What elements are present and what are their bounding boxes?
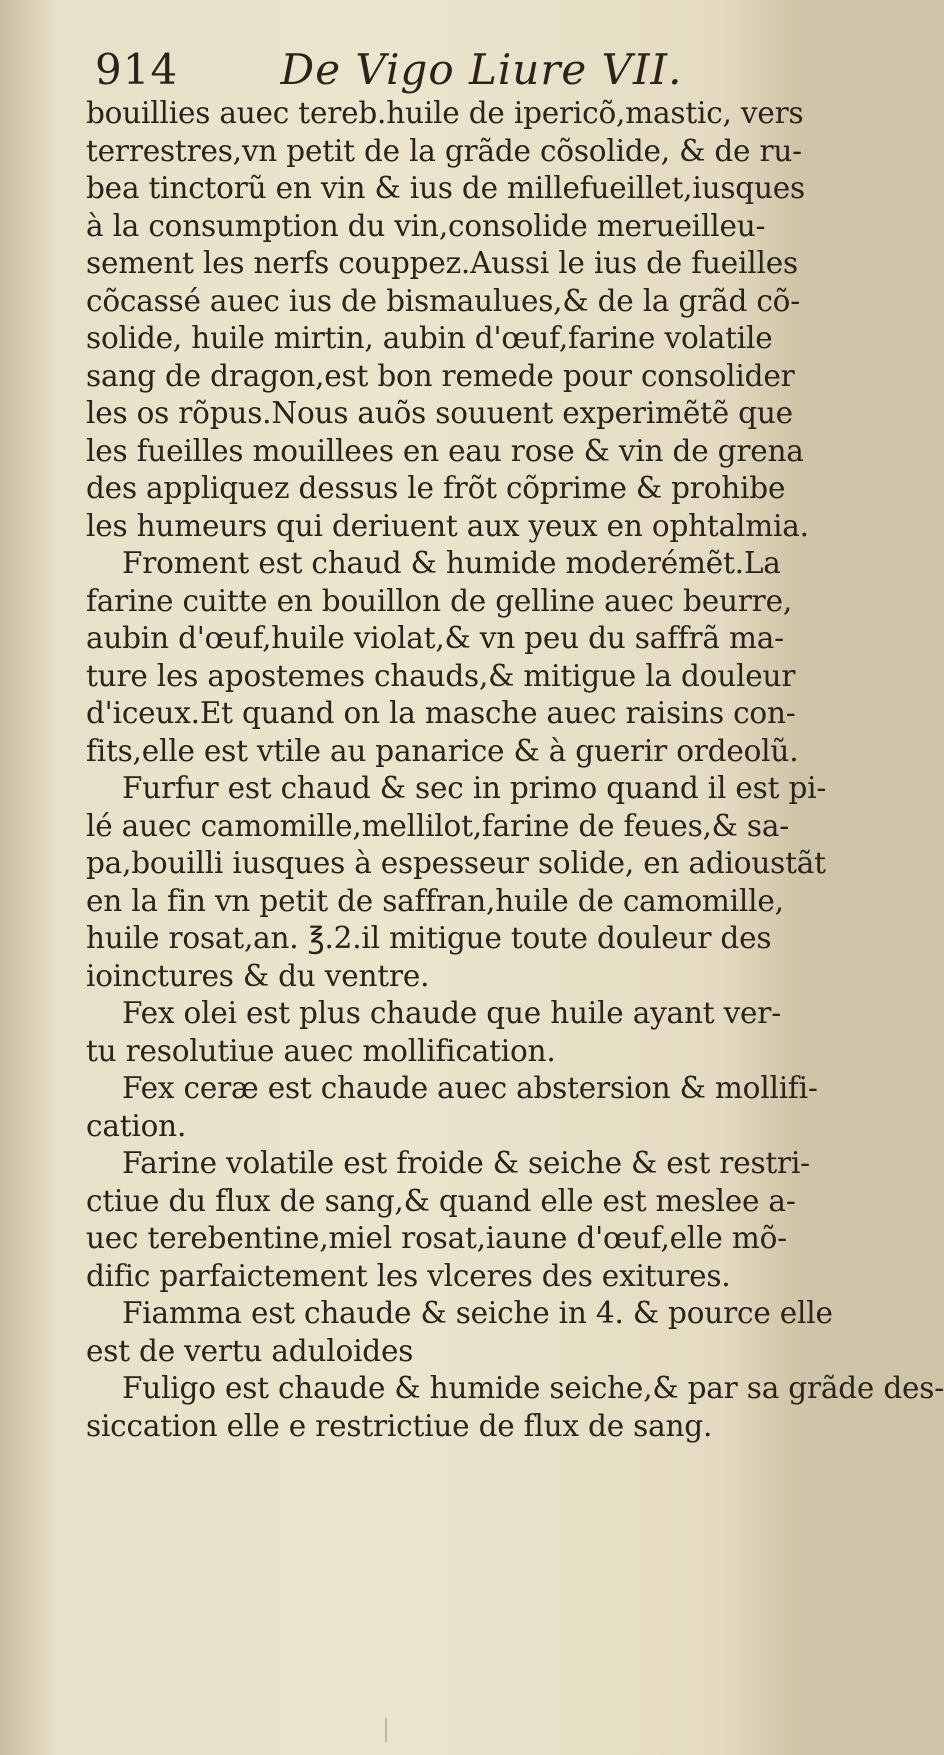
text-line: siccation elle e restrictiue de flux de sang. <box>86 1408 713 1443</box>
text-line: huile rosat,an. ℥.2.il mitigue toute douleur des <box>86 921 772 955</box>
text-line: ctiue du flux de sang,& quand elle est meslee a- <box>86 1183 796 1218</box>
text-line: est de vertu aduloides <box>86 1333 414 1368</box>
text-line: Fex ceræ est chaude auec abstersion & mollifi- <box>122 1071 818 1105</box>
text-line: dific parfaictement les vlceres des exitures. <box>86 1258 731 1293</box>
text-line: ture les apostemes chauds,& mitigue la douleur <box>86 658 796 693</box>
running-title: De Vigo Liure VII. <box>280 45 683 94</box>
text-line: aubin d'œuf,huile violat,& vn peu du saffrã ma- <box>86 621 784 655</box>
text-line: Furfur est chaud & sec in primo quand il est pi- <box>122 771 827 805</box>
text-line: uec terebentine,miel rosat,iaune d'œuf,elle mõ- <box>86 1221 787 1255</box>
text-line: cation. <box>86 1108 187 1143</box>
text-line: les humeurs qui deriuent aux yeux en ophtalmia. <box>86 508 809 543</box>
text-line: les fueilles mouillees en eau rose & vin de grena <box>86 433 804 468</box>
text-line: Fuligo est chaude & humide seiche,& par sa grãde des- <box>122 1371 944 1405</box>
text-line: solide, huile mirtin, aubin d'œuf,farine volatile <box>86 321 773 355</box>
text-line: à la consumption du vin,consolide merueilleu- <box>86 208 766 243</box>
text-line: d'iceux.Et quand on la masche auec raisins con- <box>86 696 796 730</box>
text-line: Fex olei est plus chaude que huile ayant ver- <box>122 996 781 1030</box>
text-line: cõcassé auec ius de bismaulues,& de la grãd cõ- <box>86 283 800 318</box>
text-line: bea tinctorũ en vin & ius de millefueillet,iusques <box>86 171 805 205</box>
text-line: Farine volatile est froide & seiche & est restri- <box>122 1146 810 1180</box>
text-line: Fiamma est chaude & seiche in 4. & pource elle <box>122 1296 833 1330</box>
text-line: en la fin vn petit de saffran,huile de camomille, <box>86 883 784 918</box>
text-line: sement les nerfs couppez.Aussi le ius de fueilles <box>86 246 798 280</box>
text-line: les os rõpus.Nous auõs souuent experimẽtẽ que <box>86 396 793 430</box>
text-line: pa,bouilli iusques à espesseur solide, en adioustãt <box>86 846 826 880</box>
text-line: tu resolutiue auec mollification. <box>86 1033 556 1068</box>
text-line: sang de dragon,est bon remede pour consolider <box>86 358 795 393</box>
text-line: farine cuitte en bouillon de gelline auec beurre, <box>86 583 793 618</box>
text-line: ioinctures & du ventre. <box>86 958 430 993</box>
main-text <box>86 95 944 1445</box>
text-line: Froment est chaud & humide moderémẽt.La <box>122 546 781 580</box>
text-line: lé auec camomille,mellilot,farine de feues,& sa- <box>86 808 790 843</box>
text-line: fits,elle est vtile au panarice & à guerir ordeolũ. <box>86 733 799 768</box>
text-line: des appliquez dessus le frõt cõprime & prohibe <box>86 471 786 505</box>
page-mark <box>385 1718 387 1742</box>
page-header <box>95 44 735 96</box>
text-line: terrestres,vn petit de la grãde cõsolide, & de ru- <box>86 133 802 168</box>
page-number: 914 <box>95 45 179 94</box>
text-line: bouillies auec tereb.huile de ipericõ,mastic, vers <box>86 96 804 130</box>
